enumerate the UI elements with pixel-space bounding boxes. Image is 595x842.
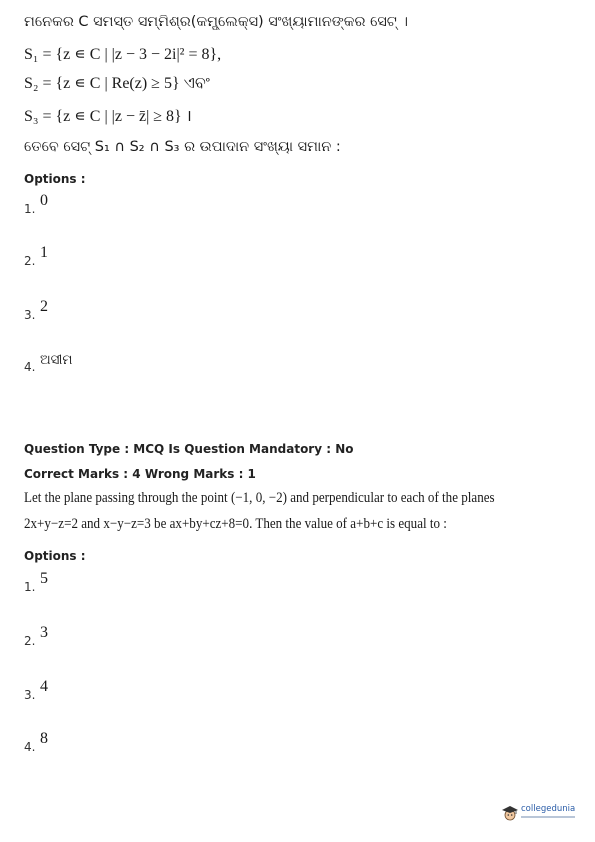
option-number: 4. — [24, 740, 36, 754]
q1-options-label: Options : — [24, 172, 86, 186]
logo-tagline-bar — [521, 816, 575, 818]
option-value: ଅସୀମ — [40, 352, 73, 368]
option-value: 2 — [40, 298, 48, 315]
logo-brand-text: collegedunia — [521, 804, 576, 814]
q2-options-label: Options : — [24, 549, 86, 563]
option-value: 3 — [40, 624, 48, 641]
option-value: 4 — [40, 678, 48, 695]
option-number: 2. — [24, 634, 36, 648]
option-number: 1. — [24, 202, 36, 216]
option-number: 2. — [24, 254, 36, 268]
q2-text-line-2: 2x+y−z=2 and x−y−z=3 be ax+by+cz+8=0. Then the value of a+b+c is equal to : — [24, 516, 447, 532]
q2-type-line: Question Type : MCQ Is Question Mandatory : No — [24, 442, 354, 456]
option-number: 3. — [24, 308, 36, 322]
option-value: 1 — [40, 244, 48, 261]
q2-marks-line: Correct Marks : 4 Wrong Marks : 1 — [24, 467, 256, 481]
option-number: 1. — [24, 580, 36, 594]
collegedunia-logo — [499, 800, 581, 826]
option-number: 4. — [24, 360, 36, 374]
q1-question: ତେବେ ସେଟ୍ S₁ ∩ S₂ ∩ S₃ ର ଉପାଦାନ ସଂଖ୍ୟା ସମାନ : — [24, 139, 341, 155]
q1-set-s2: S₂ = {z ∊ C | Re(z) ≥ 5} ଏବଂ — [24, 75, 210, 92]
option-value: 5 — [40, 570, 48, 587]
option-value: 8 — [40, 730, 48, 747]
q1-set-s3: S₃ = {z ∊ C | |z − z̄| ≥ 8} । — [24, 108, 192, 125]
q1-intro: ମନେକର C ସମସ୍ତ ସମ୍ମିଶ୍ର(କମ୍ପ୍ଲେକ୍ସ) ସଂଖ୍ୟାମାନଙ୍କର ସେଟ୍ । — [24, 14, 408, 30]
q2-text-line-1: Let the plane passing through the point (−1, 0, −2) and perpendicular to each of the planes — [24, 490, 495, 506]
q1-set-s1: S₁ = {z ∊ C | |z − 3 − 2i|² = 8}, — [24, 46, 222, 63]
option-value: 0 — [40, 192, 48, 209]
option-number: 3. — [24, 688, 36, 702]
graduate-cap-icon — [501, 804, 519, 822]
